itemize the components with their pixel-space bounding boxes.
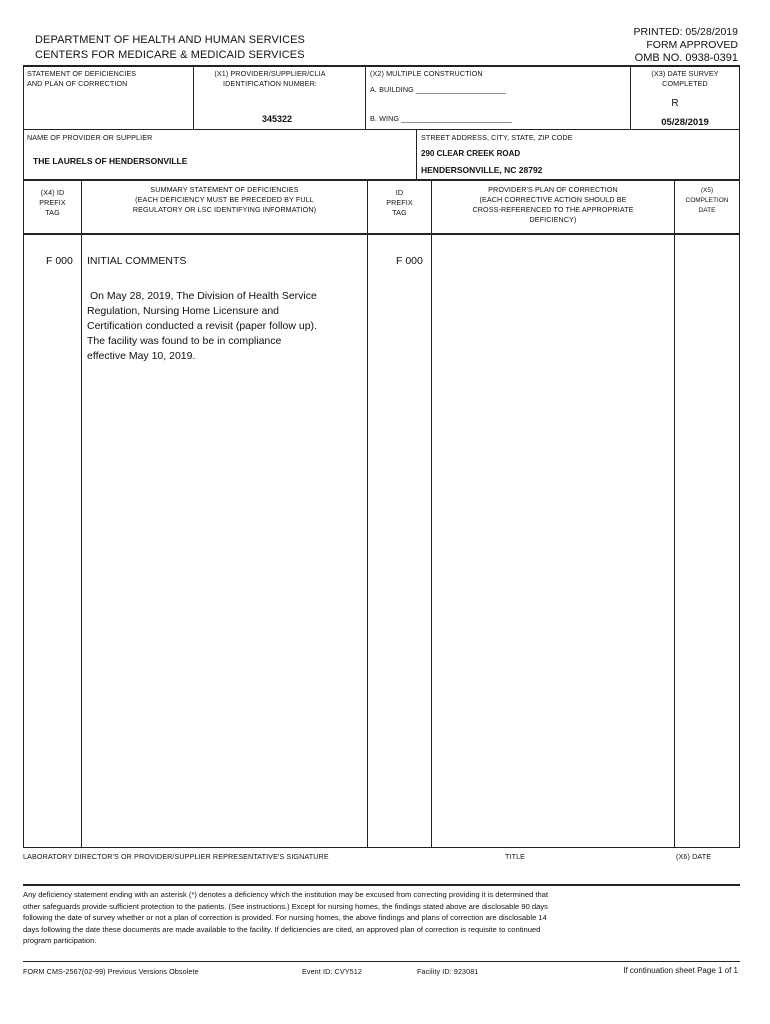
x4-header bbox=[24, 188, 81, 218]
survey-code: R bbox=[671, 98, 679, 109]
summary-header-2: (EACH DEFICIENCY MUST BE PRECEDED BY FULL bbox=[135, 195, 314, 204]
col-sep-4 bbox=[674, 179, 675, 848]
dept-line-2: CENTERS FOR MEDICARE & MEDICAID SERVICES bbox=[35, 49, 305, 61]
disclaimer-line: program participation. bbox=[23, 936, 97, 945]
form-number: FORM CMS-2567(02-99) Previous Versions Obsolete bbox=[23, 967, 199, 976]
street-address: 290 CLEAR CREEK ROAD bbox=[421, 149, 521, 158]
event-id: Event ID: CVY512 bbox=[302, 967, 362, 976]
form-approved: FORM APPROVED bbox=[646, 39, 738, 51]
summary-header bbox=[82, 185, 367, 215]
tag-prefix-right: F 000 bbox=[396, 255, 423, 267]
tag-prefix-left: F 000 bbox=[46, 255, 73, 267]
entry-line: On May 28, 2019, The Division of Health Service bbox=[90, 290, 317, 302]
col-sep-1 bbox=[81, 179, 82, 848]
provider-row-bottom bbox=[23, 179, 740, 181]
col-sep-3 bbox=[431, 179, 432, 848]
entry-line: The facility was found to be in compliance bbox=[87, 335, 282, 347]
statement-label-2: AND PLAN OF CORRECTION bbox=[27, 79, 128, 88]
x1-label-1: (X1) PROVIDER/SUPPLIER/CLIA bbox=[214, 69, 326, 78]
entry-line: Regulation, Nursing Home Licensure and bbox=[87, 305, 280, 317]
disclaimer-line: following the date of survey whether or not a plan of correction is provided. For nursing homes, the above findings and plans of correction are disclosable 14 bbox=[23, 913, 547, 922]
form-top-border bbox=[23, 65, 740, 67]
provider-id-number: 345322 bbox=[262, 114, 293, 124]
statement-label-1: STATEMENT OF DEFICIENCIES bbox=[27, 69, 137, 78]
disclaimer-line: Any deficiency statement ending with an asterisk (*) denotes a deficiency which the institution may be excused from correcting providing it is determined that bbox=[23, 890, 549, 899]
id-header-1: ID bbox=[395, 188, 404, 197]
plan-header-4: DEFICIENCY) bbox=[529, 215, 577, 224]
signature-bottom-line bbox=[23, 884, 740, 886]
printed-date: PRINTED: 05/28/2019 bbox=[633, 26, 738, 38]
x5-header bbox=[675, 186, 739, 216]
divider-x1 bbox=[193, 65, 194, 129]
form-status bbox=[634, 26, 738, 65]
x4-header-2: PREFIX bbox=[39, 198, 66, 207]
x2-wing: B. WING ___________________________ bbox=[370, 114, 512, 123]
x3-label-2: COMPLETED bbox=[662, 79, 708, 88]
form-bottom-border bbox=[23, 847, 740, 848]
summary-header-1: SUMMARY STATEMENT OF DEFICIENCIES bbox=[150, 185, 299, 194]
entry-title: INITIAL COMMENTS bbox=[87, 255, 187, 267]
column-header-bottom bbox=[23, 233, 740, 235]
dept-line-1: DEPARTMENT OF HEALTH AND HUMAN SERVICES bbox=[35, 34, 305, 46]
provider-name: THE LAURELS OF HENDERSONVILLE bbox=[33, 156, 188, 166]
x5-header-1: (X5) bbox=[700, 187, 714, 194]
id-header bbox=[368, 188, 431, 218]
x4-header-3: TAG bbox=[45, 208, 60, 217]
divider-x3 bbox=[630, 65, 631, 129]
x4-header-1: (X4) ID bbox=[40, 188, 65, 197]
form-left-border bbox=[23, 65, 24, 848]
col-sep-2 bbox=[367, 179, 368, 848]
statement-label bbox=[27, 69, 136, 89]
title-label: TITLE bbox=[505, 852, 526, 861]
agency-header bbox=[35, 33, 305, 63]
x1-label bbox=[195, 69, 345, 89]
x2-building: A. BUILDING ______________________ bbox=[370, 85, 507, 94]
disclaimer-line: other safeguards provide sufficient protection to the patients. (See instructions.) Except for nursing homes, the findings stated above are disclosable 90 days bbox=[23, 901, 548, 911]
survey-completed-date: 05/28/2019 bbox=[661, 117, 709, 128]
plan-header-3: CROSS-REFERENCED TO THE APPROPRIATE bbox=[472, 205, 634, 214]
plan-header bbox=[432, 185, 674, 225]
entry-line: Certification conducted a revisit (paper follow up). bbox=[87, 320, 317, 332]
x2-label: (X2) MULTIPLE CONSTRUCTION bbox=[370, 69, 483, 78]
entry-body bbox=[87, 289, 317, 364]
city-state-zip: HENDERSONVILLE, NC 28792 bbox=[421, 165, 543, 175]
disclaimer bbox=[23, 889, 739, 947]
divider-x2 bbox=[365, 65, 366, 129]
summary-header-3: REGULATORY OR LSC IDENTIFYING INFORMATION) bbox=[132, 205, 317, 214]
id-header-2: PREFIX bbox=[386, 198, 413, 207]
form-right-border bbox=[739, 65, 740, 848]
facility-id: Facility ID: 923081 bbox=[417, 967, 479, 976]
page-indicator: If continuation sheet Page 1 of 1 bbox=[623, 966, 738, 975]
divider-provider bbox=[416, 129, 417, 179]
plan-header-1: PROVIDER'S PLAN OF CORRECTION bbox=[488, 185, 618, 194]
footer-rule bbox=[23, 961, 740, 962]
top-row-bottom bbox=[23, 129, 740, 130]
x3-label bbox=[632, 69, 738, 89]
signature-label: LABORATORY DIRECTOR'S OR PROVIDER/SUPPLIER REPRESENTATIVE'S SIGNATURE bbox=[23, 852, 329, 861]
x5-header-3: DATE bbox=[698, 207, 716, 214]
id-header-3: TAG bbox=[392, 208, 407, 217]
address-label: STREET ADDRESS, CITY, STATE, ZIP CODE bbox=[421, 133, 573, 142]
provider-name-label: NAME OF PROVIDER OR SUPPLIER bbox=[27, 133, 153, 142]
plan-header-2: (EACH CORRECTIVE ACTION SHOULD BE bbox=[479, 195, 627, 204]
omb-number: OMB NO. 0938-0391 bbox=[634, 52, 738, 64]
x3-label-1: (X3) DATE SURVEY bbox=[651, 69, 719, 78]
date-label: (X6) DATE bbox=[676, 852, 712, 861]
x1-label-2: IDENTIFICATION NUMBER: bbox=[223, 79, 317, 88]
disclaimer-line: days following the date these documents are made available to the facility. If deficiencies are cited, an approved plan of correction is requisite to continued bbox=[23, 924, 541, 934]
entry-line: effective May 10, 2019. bbox=[87, 350, 196, 362]
x5-header-2: COMPLETION bbox=[685, 197, 729, 204]
